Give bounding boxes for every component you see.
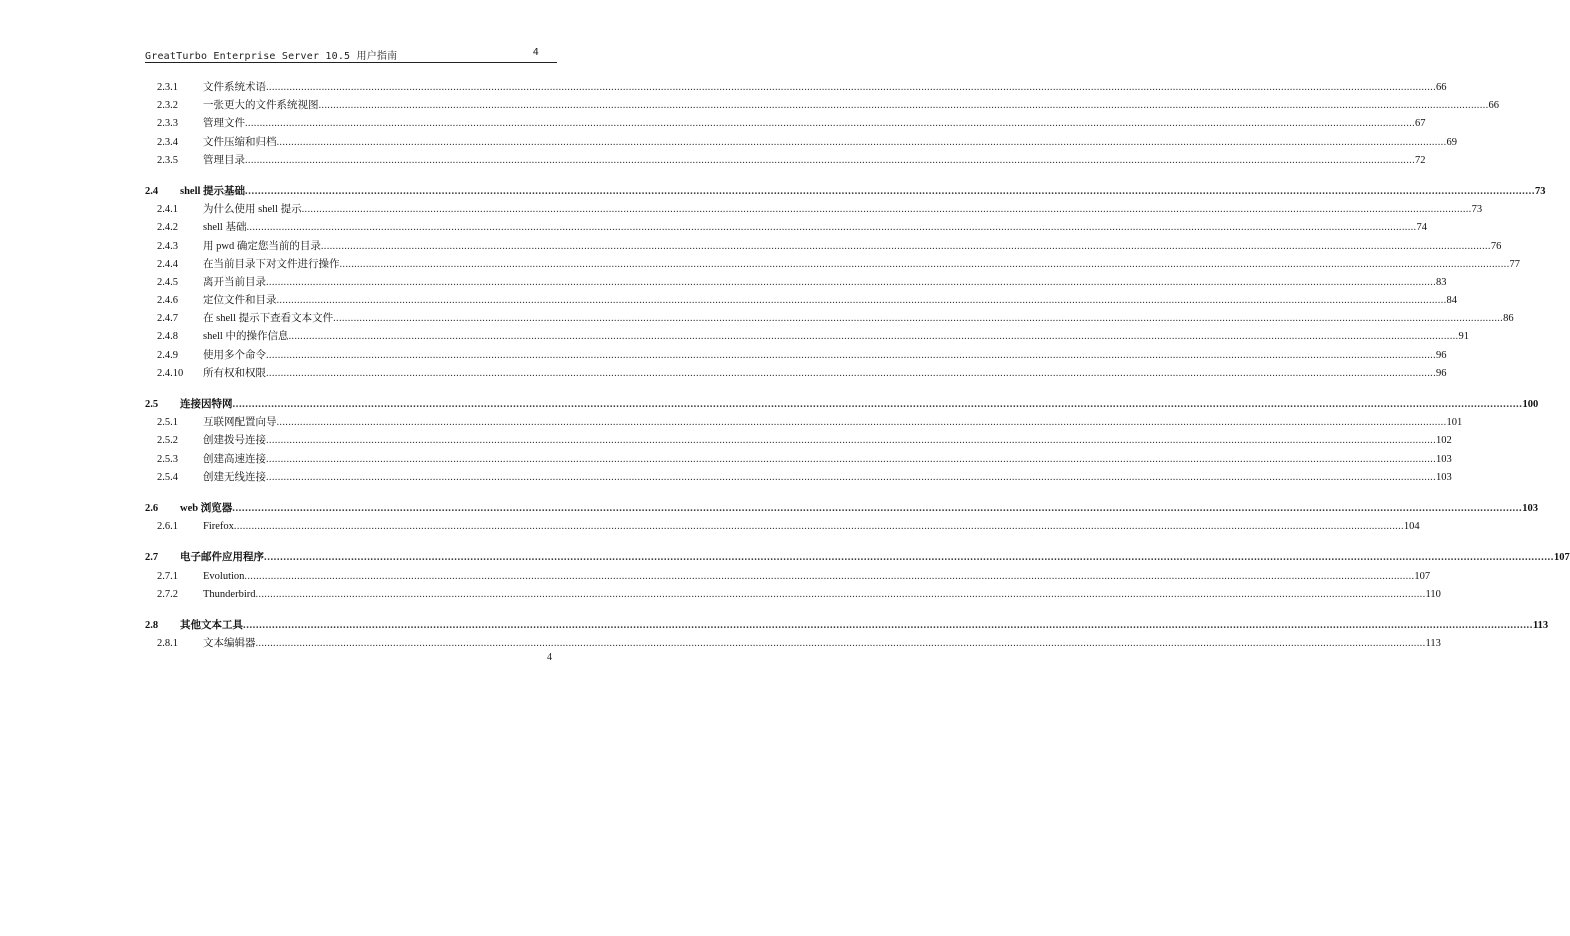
toc-entry-title: 创建拨号连接 (203, 435, 266, 447)
toc-section-entry[interactable] (145, 396, 1539, 414)
toc-leader-dots: ................................................................................................................................................................................................................................................................................................................................................................................................................ (246, 222, 1417, 234)
toc-entry-line (203, 310, 1514, 328)
toc-entry-page: 113 (1425, 638, 1441, 650)
toc-entry-page: 104 (1403, 521, 1420, 533)
toc-entry-line (203, 347, 1447, 365)
toc-section-entry[interactable] (145, 549, 1570, 567)
toc-entry-line (203, 115, 1426, 133)
toc-entry-line (203, 134, 1457, 152)
toc-entry-line (203, 274, 1447, 292)
toc-entry-title: 文件系统术语 (203, 82, 266, 93)
toc-entry-line (203, 365, 1447, 383)
toc-leader-dots: ................................................................................................................................................................................................................................................................................................................................................................................................................ (320, 240, 1491, 252)
toc-entry-line (203, 238, 1502, 256)
toc-entry-page: 103 (1436, 471, 1452, 483)
toc-leader-dots: ................................................................................................................................................................................................................................................................................................................................................................................................................ (266, 471, 1436, 483)
toc-entry-line (203, 568, 1431, 586)
toc-leader-dots: ................................................................................................................................................................................................................................................................................................................................................................................................................ (276, 295, 1447, 307)
toc-entry-number: 2.7.2 (157, 588, 178, 600)
toc-entry-number: 2.3.2 (157, 100, 178, 112)
toc-entry-page: 73 (1471, 204, 1483, 216)
toc-entry-number: 2.4.8 (157, 331, 178, 343)
toc-entry-line (180, 549, 1570, 567)
toc-entry-page: 84 (1446, 295, 1457, 307)
toc-entry-line (203, 635, 1441, 653)
toc-leader-dots: ................................................................................................................................................................................................................................................................................................................................................................................................................ (266, 276, 1436, 288)
toc-entry-page: 101 (1446, 417, 1463, 429)
toc-entry-title: 文件压缩和归档 (203, 136, 277, 148)
toc-entry[interactable] (145, 451, 1452, 469)
toc-entry-page: 107 (1414, 570, 1431, 582)
toc-entry-title: 在当前目录下对文件进行操作 (203, 258, 340, 270)
toc-entry-number: 2.5.2 (157, 435, 178, 447)
toc-entry[interactable] (145, 79, 1447, 97)
toc-entry-number: 2.3.3 (157, 118, 178, 130)
toc-leader-dots: ................................................................................................................................................................................................................................................................................................................................................................................................................ (318, 100, 1489, 112)
running-header (145, 46, 557, 63)
toc-leader-dots: ................................................................................................................................................................................................................................................................................................................................................................................................................ (245, 154, 1415, 166)
toc-entry[interactable] (145, 274, 1447, 292)
toc-entry-title: 创建无线连接 (203, 471, 266, 483)
toc-leader-dots: ................................................................................................................................................................................................................................................................................................................................................................................................................ (245, 118, 1415, 130)
toc-leader-dots: ................................................................................................................................................................................................................................................................................................................................................................................................................ (244, 570, 1415, 582)
toc-entry-line (203, 152, 1426, 170)
toc-entry-title: 连接因特网 (180, 399, 233, 410)
toc-entry-line (203, 328, 1469, 346)
toc-entry[interactable] (145, 414, 1463, 432)
toc-entry[interactable] (145, 292, 1457, 310)
toc-entry-title: web 浏览器 (180, 502, 233, 514)
toc-leader-dots: ................................................................................................................................................................................................................................................................................................................................................................................................................ (243, 619, 1533, 631)
toc-entry-number: 2.5.1 (157, 417, 178, 429)
toc-entry[interactable] (145, 134, 1457, 152)
toc-entry-title: 互联网配置向导 (203, 417, 277, 429)
toc-entry-number: 2.6 (145, 502, 159, 514)
toc-entry-number: 2.4.6 (157, 295, 178, 307)
toc-entry-number: 2.5 (145, 399, 159, 410)
toc-entry-number: 2.3.1 (157, 82, 178, 93)
toc-leader-dots: ................................................................................................................................................................................................................................................................................................................................................................................................................ (255, 638, 1426, 650)
toc-entry-number: 2.4.10 (157, 367, 184, 379)
toc-leader-dots: ................................................................................................................................................................................................................................................................................................................................................................................................................ (276, 417, 1447, 429)
toc-entry-number: 2.4.1 (157, 204, 178, 216)
toc-entry-line (203, 292, 1457, 310)
toc-entry-page: 66 (1436, 82, 1447, 93)
toc-entry-title: Thunderbird (203, 588, 256, 600)
toc-entry-title: 其他文本工具 (180, 619, 243, 631)
toc-entry-title: 电子邮件应用程序 (180, 552, 264, 564)
toc-leader-dots: ................................................................................................................................................................................................................................................................................................................................................................................................................ (301, 204, 1472, 216)
toc-entry[interactable] (145, 469, 1452, 487)
toc-entry[interactable] (145, 238, 1502, 256)
toc-entry-page: 91 (1458, 331, 1469, 343)
toc-entry-title: shell 中的操作信息 (203, 331, 289, 343)
toc-entry[interactable] (145, 201, 1483, 219)
toc-entry-page: 77 (1509, 258, 1520, 270)
toc-entry[interactable] (145, 365, 1447, 383)
table-of-contents (145, 79, 1570, 653)
toc-entry[interactable] (145, 568, 1431, 586)
toc-entry-page: 69 (1446, 136, 1457, 148)
toc-entry-page: 113 (1533, 619, 1549, 631)
toc-entry[interactable] (145, 256, 1520, 274)
toc-entry[interactable] (145, 97, 1499, 115)
toc-entry-page: 103 (1436, 453, 1452, 465)
toc-entry-title: 为什么使用 shell 提示 (203, 204, 302, 216)
toc-leader-dots: ................................................................................................................................................................................................................................................................................................................................................................................................................ (288, 331, 1459, 343)
toc-leader-dots: ................................................................................................................................................................................................................................................................................................................................................................................................................ (276, 136, 1447, 148)
toc-leader-dots: ................................................................................................................................................................................................................................................................................................................................................................................................................ (339, 258, 1510, 270)
toc-entry-line (203, 451, 1452, 469)
toc-entry-page: 86 (1503, 313, 1514, 325)
toc-entry-line (180, 617, 1549, 635)
toc-entry-number: 2.6.1 (157, 521, 178, 533)
toc-leader-dots: ................................................................................................................................................................................................................................................................................................................................................................................................................ (264, 552, 1554, 564)
toc-entry-page: 103 (1522, 502, 1538, 514)
toc-entry-line (203, 219, 1427, 237)
toc-entry-page: 96 (1436, 367, 1447, 379)
toc-entry-page: 110 (1425, 588, 1441, 600)
toc-leader-dots: ................................................................................................................................................................................................................................................................................................................................................................................................................ (255, 588, 1426, 600)
toc-entry-page: 72 (1415, 154, 1426, 166)
toc-entry-line (203, 256, 1520, 274)
toc-entry[interactable] (145, 518, 1420, 536)
toc-entry-line (203, 79, 1447, 97)
toc-entry-number: 2.4.4 (157, 258, 178, 270)
toc-leader-dots: ................................................................................................................................................................................................................................................................................................................................................................................................................ (232, 399, 1523, 410)
toc-entry-page: 100 (1522, 399, 1539, 410)
toc-entry-line (180, 500, 1538, 518)
header-page-number: 4 (532, 47, 539, 58)
toc-entry-number: 2.8 (145, 619, 159, 631)
toc-leader-dots: ................................................................................................................................................................................................................................................................................................................................................................................................................ (245, 185, 1536, 197)
toc-entry-line (203, 432, 1452, 450)
toc-section-entry[interactable] (145, 617, 1549, 635)
toc-entry-title: 管理目录 (203, 154, 245, 166)
toc-entry-number: 2.7 (145, 552, 159, 564)
toc-entry-number: 2.7.1 (157, 570, 178, 582)
toc-entry[interactable] (145, 219, 1427, 237)
toc-entry-number: 2.8.1 (157, 638, 178, 650)
toc-entry-title: 一张更大的文件系统视图 (203, 100, 319, 112)
toc-entry-line (203, 518, 1420, 536)
toc-section-entry[interactable] (145, 183, 1546, 201)
toc-entry-line (180, 183, 1546, 201)
toc-entry-number: 2.3.5 (157, 154, 178, 166)
toc-entry-title: 离开当前目录 (203, 276, 266, 288)
toc-entry-line (203, 97, 1499, 115)
toc-entry-page: 107 (1554, 552, 1570, 564)
toc-entry-page: 67 (1415, 118, 1426, 130)
toc-entry-title: 在 shell 提示下查看文本文件 (203, 313, 334, 325)
toc-entry-page: 66 (1488, 100, 1499, 112)
toc-entry[interactable] (145, 586, 1441, 604)
toc-entry-line (203, 201, 1483, 219)
toc-entry-title: 管理文件 (203, 118, 245, 130)
footer-page-number: 4 (547, 652, 552, 663)
toc-entry-title: shell 基础 (203, 222, 247, 234)
toc-entry-title: 使用多个命令 (203, 349, 266, 361)
toc-entry-title: 创建高速连接 (203, 453, 266, 465)
toc-leader-dots: ................................................................................................................................................................................................................................................................................................................................................................................................................ (266, 82, 1436, 93)
toc-leader-dots: ................................................................................................................................................................................................................................................................................................................................................................................................................ (266, 453, 1436, 465)
toc-leader-dots: ................................................................................................................................................................................................................................................................................................................................................................................................................ (266, 367, 1436, 379)
toc-entry-number: 2.5.4 (157, 471, 178, 483)
toc-leader-dots: ................................................................................................................................................................................................................................................................................................................................................................................................................ (266, 435, 1436, 447)
toc-leader-dots: ................................................................................................................................................................................................................................................................................................................................................................................................................ (266, 349, 1436, 361)
toc-entry-line (203, 414, 1463, 432)
toc-entry-page: 76 (1490, 240, 1502, 252)
toc-entry-title: shell 提示基础 (180, 185, 246, 197)
toc-entry-number: 2.4.2 (157, 222, 178, 234)
toc-entry-title: 定位文件和目录 (203, 295, 277, 307)
toc-entry-number: 2.4 (145, 185, 159, 197)
toc-entry-line (203, 469, 1452, 487)
toc-entry-page: 96 (1436, 349, 1447, 361)
toc-leader-dots: ................................................................................................................................................................................................................................................................................................................................................................................................................ (232, 502, 1523, 514)
toc-entry-number: 2.4.3 (157, 240, 178, 252)
toc-entry-page: 102 (1436, 435, 1452, 447)
toc-entry[interactable] (145, 152, 1426, 170)
toc-leader-dots: ................................................................................................................................................................................................................................................................................................................................................................................................................ (233, 521, 1404, 533)
toc-entry-number: 2.4.5 (157, 276, 178, 288)
toc-entry-title: 所有权和权限 (203, 367, 266, 379)
toc-entry-title: 文本编辑器 (203, 638, 256, 650)
toc-entry-number: 2.5.3 (157, 453, 178, 465)
header-title: GreatTurbo Enterprise Server 10.5 用户指南 (145, 51, 398, 62)
toc-entry[interactable] (145, 635, 1441, 653)
toc-leader-dots: ................................................................................................................................................................................................................................................................................................................................................................................................................ (333, 313, 1504, 325)
toc-entry-line (203, 586, 1441, 604)
toc-entry-number: 2.3.4 (157, 136, 178, 148)
toc-entry[interactable] (145, 115, 1426, 133)
toc-entry-title: Firefox (203, 521, 234, 533)
toc-entry[interactable] (145, 432, 1452, 450)
toc-entry-page: 73 (1535, 185, 1546, 197)
toc-entry-page: 83 (1436, 276, 1447, 288)
toc-entry[interactable] (145, 310, 1514, 328)
toc-entry[interactable] (145, 347, 1447, 365)
toc-entry-number: 2.4.7 (157, 313, 178, 325)
toc-entry-number: 2.4.9 (157, 349, 178, 361)
toc-entry-line (180, 396, 1539, 414)
toc-entry-title: 用 pwd 确定您当前的目录 (203, 240, 321, 252)
toc-entry[interactable] (145, 328, 1469, 346)
toc-section-entry[interactable] (145, 500, 1538, 518)
toc-entry-page: 74 (1416, 222, 1427, 234)
toc-entry-title: Evolution (203, 570, 245, 582)
